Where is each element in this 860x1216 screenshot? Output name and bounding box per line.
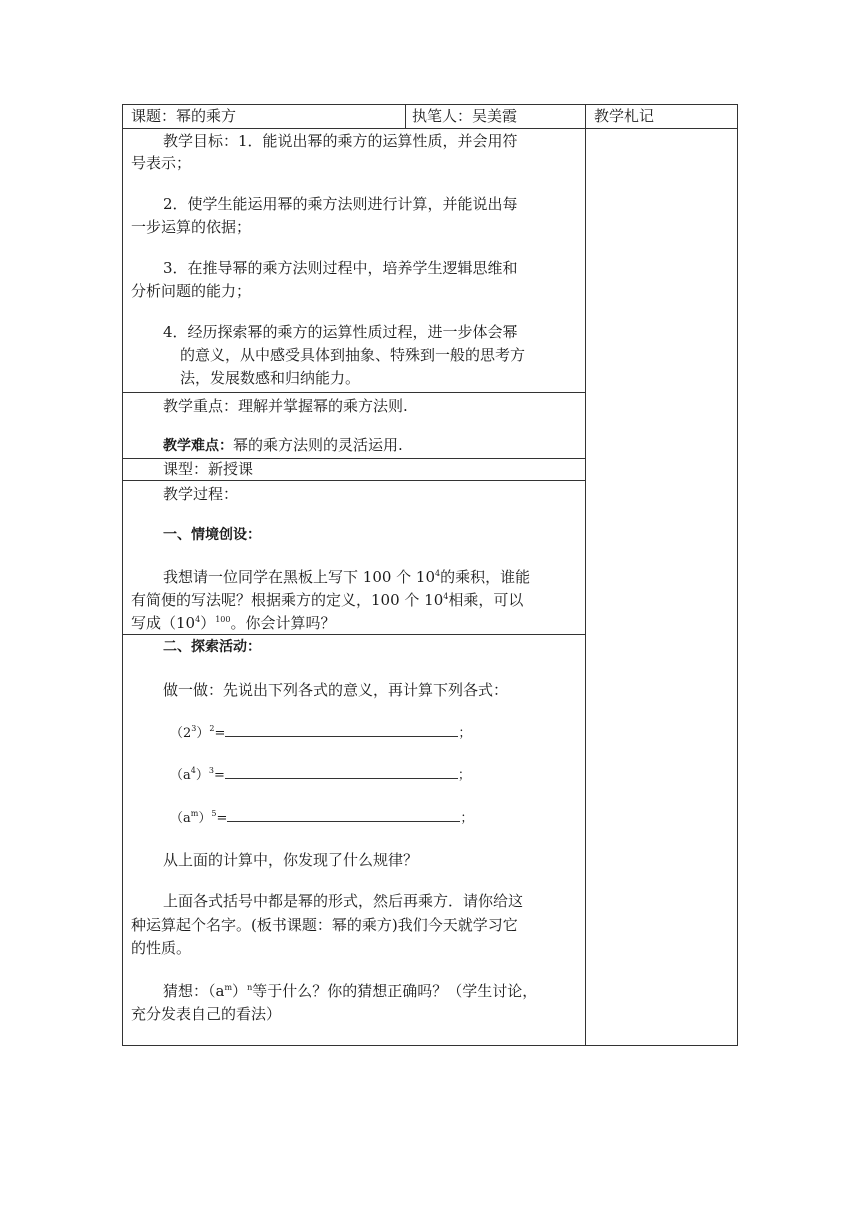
notes-column-divider: [585, 104, 586, 1046]
situation-text: ）: [200, 614, 216, 632]
objective-3-line-2: 分析问题的能力；: [131, 282, 252, 300]
situation-line-1: [163, 566, 530, 588]
exercise-intro: 做一做：先说出下列各式的意义，再计算下列各式：: [163, 681, 509, 699]
expr-base: （2: [170, 726, 192, 741]
exponent: 3: [208, 766, 214, 775]
exponent: m: [190, 809, 199, 818]
expr-base: （a: [170, 768, 191, 783]
objective-2-line-1: 2．使学生能运用幂的乘方法则进行计算，并能说出每: [163, 195, 518, 213]
expr-paren: ）: [195, 768, 209, 783]
lesson-type: 课型：新授课: [163, 460, 254, 478]
discover-question: 从上面的计算中，你发现了什么规律？: [163, 851, 419, 869]
equals-sign: =: [213, 768, 225, 783]
semicolon: ；: [460, 811, 474, 826]
guess-line-2: 充分发表自己的看法）: [131, 1005, 282, 1023]
header-author-divider: [405, 104, 406, 128]
exercise-2: [170, 764, 471, 787]
answer-blank[interactable]: [225, 764, 458, 779]
objectives-bottom-line: [122, 392, 585, 393]
exponent: 100: [215, 615, 231, 624]
situation-text: 写成（10: [131, 614, 196, 632]
header-bottom-line: [122, 128, 738, 129]
naming-paragraph-line-2: 种运算起个名字。(板书课题：幂的乘方)我们今天就学习它: [131, 916, 518, 934]
objective-1-line-2: 号表示；: [131, 154, 192, 172]
equals-sign: =: [216, 811, 228, 826]
exponent: m: [224, 983, 233, 992]
objective-4-line-1: 4．经历探索幂的乘方的运算性质过程，进一步体会幂: [163, 323, 518, 341]
exercise-3: [170, 807, 473, 830]
exponent: 2: [209, 724, 215, 733]
expr-base: （a: [170, 811, 191, 826]
expr-paren: ）: [196, 726, 210, 741]
answer-blank[interactable]: [227, 807, 460, 822]
naming-paragraph-line-1: 上面各式括号中都是幂的形式，然后再乘方．请你给这: [163, 892, 524, 910]
semicolon: ；: [458, 726, 472, 741]
situation-text: 有简便的写法呢？根据乘方的定义，100 个 10: [131, 591, 444, 609]
exponent: 4: [443, 592, 449, 601]
section-1-title: 一、情境创设：: [163, 527, 261, 543]
objective-4-line-3: 法，发展数感和归纳能力。: [180, 369, 361, 387]
situation-line-3: [131, 612, 336, 634]
lesson-type-bottom-line: [122, 480, 585, 481]
exponent: 4: [195, 615, 201, 624]
naming-paragraph-line-3: 的性质。: [131, 939, 192, 957]
exponent: 4: [435, 569, 441, 578]
guess-line-1: [163, 980, 537, 1002]
difficulty-label: 教学难点：: [163, 438, 233, 454]
exponent: 4: [190, 766, 196, 775]
teaching-difficulty: [163, 434, 403, 457]
exponent: 3: [191, 724, 197, 733]
situation-text: 相乘，可以: [448, 591, 524, 609]
process-label: 教学过程：: [163, 485, 239, 503]
section-2-title: 二、探索活动：: [163, 639, 261, 655]
answer-blank[interactable]: [225, 722, 458, 737]
equals-sign: =: [214, 726, 226, 741]
semicolon: ；: [457, 768, 471, 783]
situation-line-2: [131, 589, 523, 611]
situation-text: 。你会计算吗？: [230, 614, 336, 632]
objective-4-line-2: 的意义，从中感受具体到抽象、特殊到一般的思考方: [180, 346, 526, 364]
guess-text: ）: [232, 982, 248, 1000]
difficulty-text: 幂的乘方法则的灵活运用.: [233, 436, 403, 454]
author-cell: 执笔人：吴美霞: [412, 107, 518, 125]
topic-cell: 课题：幂的乘方: [131, 107, 237, 125]
guess-text: 猜想：（a: [163, 982, 225, 1000]
guess-text: 等于什么？你的猜想正确吗？（学生讨论，: [252, 982, 538, 1000]
situation-bottom-line: [122, 634, 585, 635]
teaching-focus: 教学重点：理解并掌握幂的乘方法则.: [163, 397, 408, 415]
objective-1-line-1: 教学目标：1．能说出幂的乘方的运算性质，并会用符: [163, 132, 518, 150]
objective-3-line-1: 3．在推导幂的乘方法则过程中，培养学生逻辑思维和: [163, 259, 518, 277]
objective-2-line-2: 一步运算的依据；: [131, 218, 252, 236]
exponent: 5: [211, 809, 217, 818]
situation-text: 的乘积，谁能: [440, 568, 531, 586]
expr-paren: ）: [198, 811, 212, 826]
situation-text: 我想请一位同学在黑板上写下 100 个 10: [163, 568, 436, 586]
exponent: n: [247, 983, 253, 992]
exercise-1: [170, 722, 471, 745]
notes-header-cell: 教学札记: [594, 107, 655, 125]
